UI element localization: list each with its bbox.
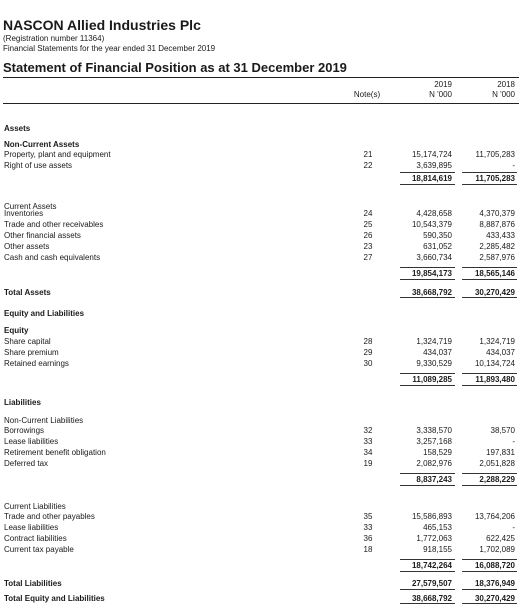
row-note: 29: [363, 348, 373, 357]
subtotal-rule-2019: [400, 559, 455, 560]
value-2019: 19,854,173: [411, 269, 452, 278]
row-note: 18: [363, 545, 373, 554]
subtotal-rule-2019: [400, 267, 455, 268]
row-label: Total Liabilities: [4, 579, 62, 588]
value-2018: 30,270,429: [474, 288, 515, 297]
subtotal-rule-2019: [400, 184, 455, 185]
value-2019: 38,668,792: [411, 594, 452, 603]
subtotal-rule-2018: [462, 297, 517, 298]
value-2018: 11,705,283: [475, 174, 515, 183]
row-label: Equity and Liabilities: [4, 309, 85, 318]
subtotal-rule-2018: [462, 279, 517, 280]
subtotal-row: [0, 268, 526, 279]
row-label: Deferred tax: [4, 459, 49, 468]
value-2019: 38,668,792: [411, 288, 452, 297]
statement-row: [0, 160, 526, 171]
value-2019: 3,338,570: [416, 426, 452, 435]
value-2018: 30,270,429: [474, 594, 515, 603]
value-2019: 1,324,719: [416, 337, 452, 346]
value-2018: 2,051,828: [479, 459, 515, 468]
subtotal-rule-2019: [400, 485, 455, 486]
subtotal-rule-2019: [400, 473, 455, 474]
note-column-header: Note(s): [353, 90, 381, 99]
value-2018: 18,376,949: [474, 579, 515, 588]
row-note: 33: [363, 523, 373, 532]
value-2019: 15,174,724: [411, 150, 452, 159]
subtotal-row: [0, 474, 526, 485]
subtotal-rule-2019: [400, 297, 455, 298]
statement-row: [0, 425, 526, 436]
subtotal-row: [0, 560, 526, 571]
value-2018: 1,702,089: [479, 545, 515, 554]
statement-row: [0, 230, 526, 241]
subtotal-rule-2019: [400, 589, 455, 590]
row-note: 28: [363, 337, 373, 346]
value-2018: 197,831: [486, 448, 515, 457]
statement-row: [0, 123, 526, 134]
row-label: Trade and other payables: [4, 512, 95, 521]
row-note: 25: [363, 220, 373, 229]
row-note: 19: [363, 459, 373, 468]
statement-row: [0, 358, 526, 369]
value-2018: -: [512, 161, 515, 170]
value-2019: 434,037: [423, 348, 452, 357]
row-note: 24: [363, 209, 373, 218]
value-2019: 1,772,063: [416, 534, 452, 543]
subtotal-rule-2018: [462, 373, 517, 374]
row-label: Share capital: [4, 337, 51, 346]
statement-row: [0, 219, 526, 230]
row-note: 35: [363, 512, 373, 521]
statement-row: [0, 533, 526, 544]
value-2019: 158,529: [423, 448, 452, 457]
subtotal-rule-2019: [400, 571, 455, 572]
header-rule: [3, 103, 519, 104]
value-2019: 27,579,507: [411, 579, 452, 588]
statement-row: [0, 436, 526, 447]
year-2019-header: 2019: [434, 80, 452, 89]
statement-row: [0, 336, 526, 347]
statement-row: [0, 458, 526, 469]
subtotal-rule-2019: [400, 373, 455, 374]
value-2019: 3,639,895: [416, 161, 452, 170]
value-2018: 1,324,719: [479, 337, 515, 346]
subtotal-rule-2019: [400, 385, 455, 386]
row-label: Borrowings: [4, 426, 45, 435]
row-label: Non-Current Assets: [4, 140, 80, 149]
row-note: 21: [363, 150, 373, 159]
value-2018: 13,764,206: [474, 512, 515, 521]
value-2018: 4,370,379: [479, 209, 515, 218]
value-2018: 2,587,976: [479, 253, 515, 262]
statements-note: Financial Statements for the year ended 31 December 2019: [3, 44, 216, 53]
subtotal-rule-2019: [400, 172, 455, 173]
row-label: Liabilities: [4, 398, 41, 407]
value-2019: 8,837,243: [416, 475, 452, 484]
subtotal-rule-2019: [400, 279, 455, 280]
subtotal-row: [0, 374, 526, 385]
subtotal-rule-2018: [462, 485, 517, 486]
value-2019: 18,742,264: [411, 561, 452, 570]
statement-row: [0, 325, 526, 336]
value-2018: 8,887,876: [479, 220, 515, 229]
value-2018: 11,705,283: [475, 150, 515, 159]
value-2019: 465,153: [423, 523, 452, 532]
value-2019: 631,052: [423, 242, 452, 251]
title-rule: [3, 77, 519, 78]
row-label: Lease liabilities: [4, 523, 59, 532]
row-note: 22: [363, 161, 373, 170]
row-note: 34: [363, 448, 373, 457]
value-2019: 10,543,379: [411, 220, 452, 229]
statement-row: [0, 347, 526, 358]
row-note: 27: [363, 253, 373, 262]
value-2018: 38,570: [490, 426, 515, 435]
row-label: Retirement benefit obligation: [4, 448, 106, 457]
subtotal-rule-2018: [462, 172, 517, 173]
statement-row: [0, 511, 526, 522]
row-label: Contract liabilities: [4, 534, 67, 543]
statement-row: [0, 544, 526, 555]
value-2018: 622,425: [486, 534, 515, 543]
value-2018: 2,288,229: [479, 475, 515, 484]
subtotal-rule-2018: [462, 267, 517, 268]
subtotal-rule-2018: [462, 184, 517, 185]
value-2019: 15,586,893: [411, 512, 452, 521]
unit-2018-header: N '000: [492, 90, 515, 99]
row-label: Assets: [4, 124, 31, 133]
statement-row: [0, 241, 526, 252]
value-2019: 3,660,734: [416, 253, 452, 262]
statement-row: [0, 397, 526, 408]
statement-row: [0, 252, 526, 263]
statement-row: [0, 447, 526, 458]
row-note: 23: [363, 242, 373, 251]
subtotal-row: [0, 173, 526, 184]
value-2018: 18,565,146: [474, 269, 515, 278]
value-2019: 11,089,285: [412, 375, 452, 384]
row-label: Share premium: [4, 348, 59, 357]
value-2019: 2,082,976: [416, 459, 452, 468]
row-label: Right of use assets: [4, 161, 73, 170]
row-label: Current Liabilities: [4, 502, 66, 511]
value-2018: 2,285,482: [479, 242, 515, 251]
subtotal-rule-2018: [462, 385, 517, 386]
row-label: Retained earnings: [4, 359, 69, 368]
unit-2019-header: N '000: [429, 90, 452, 99]
year-2018-header: 2018: [497, 80, 515, 89]
value-2018: 434,037: [486, 348, 515, 357]
row-label: Equity: [4, 326, 29, 335]
value-2018: -: [512, 437, 515, 446]
row-label: Current Assets: [4, 202, 57, 211]
row-label: Non-Current Liabilities: [4, 416, 84, 425]
row-note: 32: [363, 426, 373, 435]
statement-row: [0, 522, 526, 533]
row-label: Total Assets: [4, 288, 51, 297]
subtotal-rule-2018: [462, 473, 517, 474]
value-2019: 3,257,168: [416, 437, 452, 446]
value-2018: -: [512, 523, 515, 532]
row-label: Property, plant and equipment: [4, 150, 111, 159]
row-note: 36: [363, 534, 373, 543]
value-2018: 433,433: [486, 231, 515, 240]
row-label: Other financial assets: [4, 231, 81, 240]
row-label: Total Equity and Liabilities: [4, 594, 105, 603]
value-2018: 16,088,720: [474, 561, 515, 570]
subtotal-rule-2018: [462, 589, 517, 590]
value-2019: 9,330,529: [416, 359, 452, 368]
statement-row: [0, 308, 526, 319]
company-name: NASCON Allied Industries Plc: [3, 17, 201, 33]
statement-title: Statement of Financial Position as at 31 December 2019: [3, 60, 347, 75]
statement-row: [0, 578, 526, 589]
row-note: 33: [363, 437, 373, 446]
row-label: Cash and cash equivalents: [4, 253, 101, 262]
row-label: Inventories: [4, 209, 44, 218]
row-label: Trade and other receivables: [4, 220, 104, 229]
value-2018: 10,134,724: [474, 359, 515, 368]
statement-row: [0, 149, 526, 160]
row-label: Current tax payable: [4, 545, 74, 554]
value-2019: 590,350: [423, 231, 452, 240]
row-note: 30: [363, 359, 373, 368]
row-note: 26: [363, 231, 373, 240]
subtotal-rule-2018: [462, 571, 517, 572]
subtotal-rule-2018: [462, 559, 517, 560]
row-label: Other assets: [4, 242, 50, 251]
row-label: Lease liabilities: [4, 437, 59, 446]
statement-row: [0, 208, 526, 219]
value-2019: 918,155: [423, 545, 452, 554]
value-2019: 18,814,619: [411, 174, 452, 183]
registration-number: (Registration number 11364): [3, 34, 105, 43]
value-2019: 4,428,658: [416, 209, 452, 218]
value-2018: 11,893,480: [475, 375, 515, 384]
